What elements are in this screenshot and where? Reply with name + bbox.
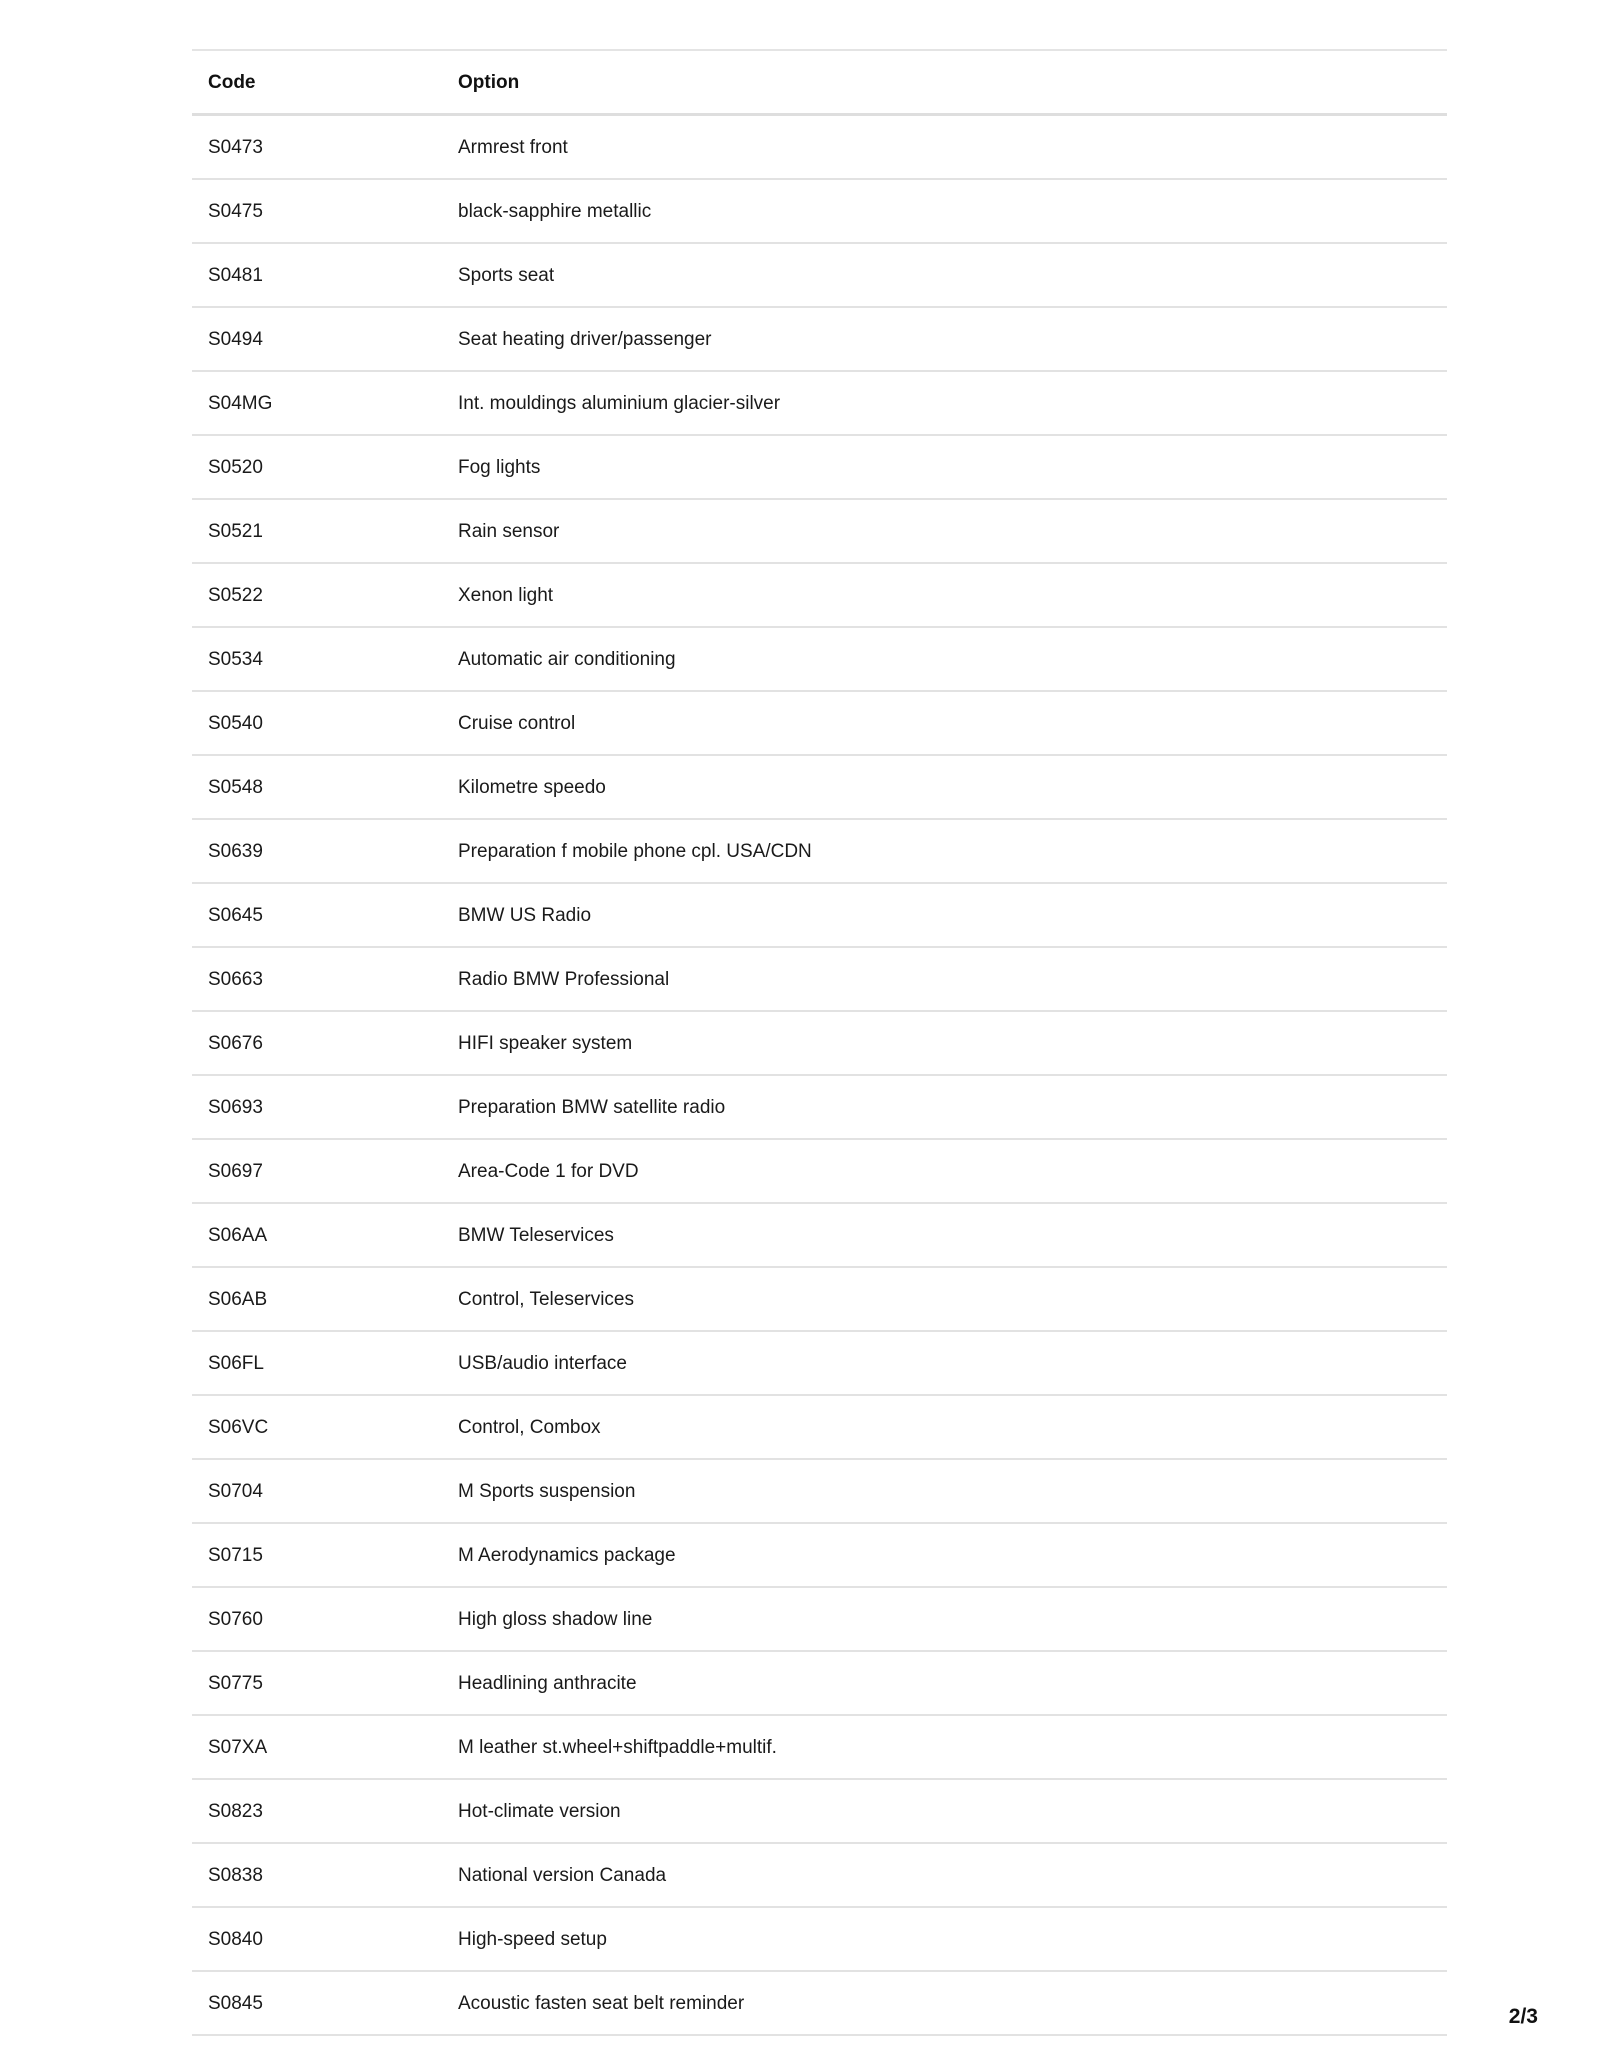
table-row	[192, 755, 1447, 819]
option-code-cell: S0473	[208, 136, 263, 158]
option-description-cell: M leather st.wheel+shiftpaddle+multif.	[458, 1736, 777, 1758]
option-description-cell: Int. mouldings aluminium glacier-silver	[458, 392, 781, 414]
table-row	[192, 947, 1447, 1011]
option-description-cell: Preparation f mobile phone cpl. USA/CDN	[458, 840, 812, 862]
header-row	[192, 50, 1447, 115]
option-code-cell: S0639	[208, 840, 263, 862]
option-code-cell: S06FL	[208, 1352, 264, 1374]
option-description-cell: Control, Combox	[458, 1416, 601, 1438]
option-code-cell: S0676	[208, 1032, 263, 1054]
table-row	[192, 243, 1447, 307]
option-code-cell: S0494	[208, 328, 263, 350]
table-header	[192, 50, 1447, 115]
column-header-option: Option	[458, 71, 520, 93]
table-row	[192, 307, 1447, 371]
option-description-cell: Seat heating driver/passenger	[458, 328, 712, 350]
table-row	[192, 691, 1447, 755]
table-row	[192, 819, 1447, 883]
option-code-cell: S04MG	[208, 392, 273, 414]
option-code-cell: S0845	[208, 1992, 263, 2014]
column-header-code: Code	[208, 71, 256, 93]
option-code-cell: S06AA	[208, 1224, 268, 1246]
option-description-cell: Headlining anthracite	[458, 1672, 637, 1694]
table-row	[192, 1715, 1447, 1779]
option-description-cell: BMW US Radio	[458, 904, 592, 926]
option-code-cell: S0760	[208, 1608, 263, 1630]
option-code-cell: S0663	[208, 968, 263, 990]
option-code-cell: S0520	[208, 456, 263, 478]
option-code-cell: S0534	[208, 648, 263, 670]
table-row	[192, 1331, 1447, 1395]
option-description-cell: Xenon light	[458, 584, 554, 606]
option-description-cell: National version Canada	[458, 1864, 667, 1886]
table-row	[192, 371, 1447, 435]
option-description-cell: High gloss shadow line	[458, 1608, 653, 1630]
table-row	[192, 1587, 1447, 1651]
option-description-cell: M Aerodynamics package	[458, 1544, 676, 1566]
table-row	[192, 179, 1447, 243]
option-code-cell: S0838	[208, 1864, 263, 1886]
option-code-cell: S0522	[208, 584, 263, 606]
option-description-cell: Acoustic fasten seat belt reminder	[458, 1992, 745, 2014]
options-table	[192, 49, 1447, 2036]
option-description-cell: Preparation BMW satellite radio	[458, 1096, 726, 1118]
option-code-cell: S0704	[208, 1480, 263, 1502]
table-row	[192, 1203, 1447, 1267]
option-code-cell: S0715	[208, 1544, 263, 1566]
option-description-cell: black-sapphire metallic	[458, 200, 652, 222]
option-description-cell: High-speed setup	[458, 1928, 607, 1950]
option-code-cell: S0645	[208, 904, 263, 926]
option-description-cell: Fog lights	[458, 456, 541, 478]
option-description-cell: HIFI speaker system	[458, 1032, 633, 1054]
option-description-cell: Cruise control	[458, 712, 576, 734]
option-code-cell: S0481	[208, 264, 263, 286]
option-description-cell: Hot-climate version	[458, 1800, 621, 1822]
option-code-cell: S0840	[208, 1928, 263, 1950]
page-number: 2/3	[1508, 2005, 1538, 2028]
option-code-cell: S0540	[208, 712, 263, 734]
option-code-cell: S0697	[208, 1160, 263, 1182]
option-code-cell: S0521	[208, 520, 263, 542]
table-row	[192, 1651, 1447, 1715]
table-row	[192, 1459, 1447, 1523]
table-row	[192, 499, 1447, 563]
table-row	[192, 1907, 1447, 1971]
table-row	[192, 1139, 1447, 1203]
table-row	[192, 883, 1447, 947]
option-description-cell: Control, Teleservices	[458, 1288, 635, 1310]
table-row	[192, 1971, 1447, 2035]
option-code-cell: S0693	[208, 1096, 263, 1118]
option-description-cell: Radio BMW Professional	[458, 968, 670, 990]
table-row	[192, 1779, 1447, 1843]
table-row	[192, 115, 1447, 180]
option-description-cell: Sports seat	[458, 264, 555, 286]
table-row	[192, 1011, 1447, 1075]
option-description-cell: Rain sensor	[458, 520, 560, 542]
option-description-cell: M Sports suspension	[458, 1480, 636, 1502]
option-description-cell: Armrest front	[458, 136, 568, 158]
option-code-cell: S0475	[208, 200, 263, 222]
option-description-cell: BMW Teleservices	[458, 1224, 614, 1246]
option-code-cell: S0823	[208, 1800, 263, 1822]
table-row	[192, 1523, 1447, 1587]
table-row	[192, 1395, 1447, 1459]
option-description-cell: Area-Code 1 for DVD	[458, 1160, 639, 1182]
option-description-cell: Automatic air conditioning	[458, 648, 676, 670]
option-description-cell: Kilometre speedo	[458, 776, 606, 798]
option-code-cell: S06VC	[208, 1416, 269, 1438]
option-code-cell: S07XA	[208, 1736, 268, 1758]
table-row	[192, 435, 1447, 499]
table-row	[192, 1075, 1447, 1139]
table-body	[192, 115, 1447, 2036]
table-row	[192, 1843, 1447, 1907]
option-code-cell: S06AB	[208, 1288, 268, 1310]
table-row	[192, 627, 1447, 691]
option-code-cell: S0548	[208, 776, 263, 798]
table-row	[192, 563, 1447, 627]
table-row	[192, 1267, 1447, 1331]
option-code-cell: S0775	[208, 1672, 263, 1694]
option-description-cell: USB/audio interface	[458, 1352, 627, 1374]
